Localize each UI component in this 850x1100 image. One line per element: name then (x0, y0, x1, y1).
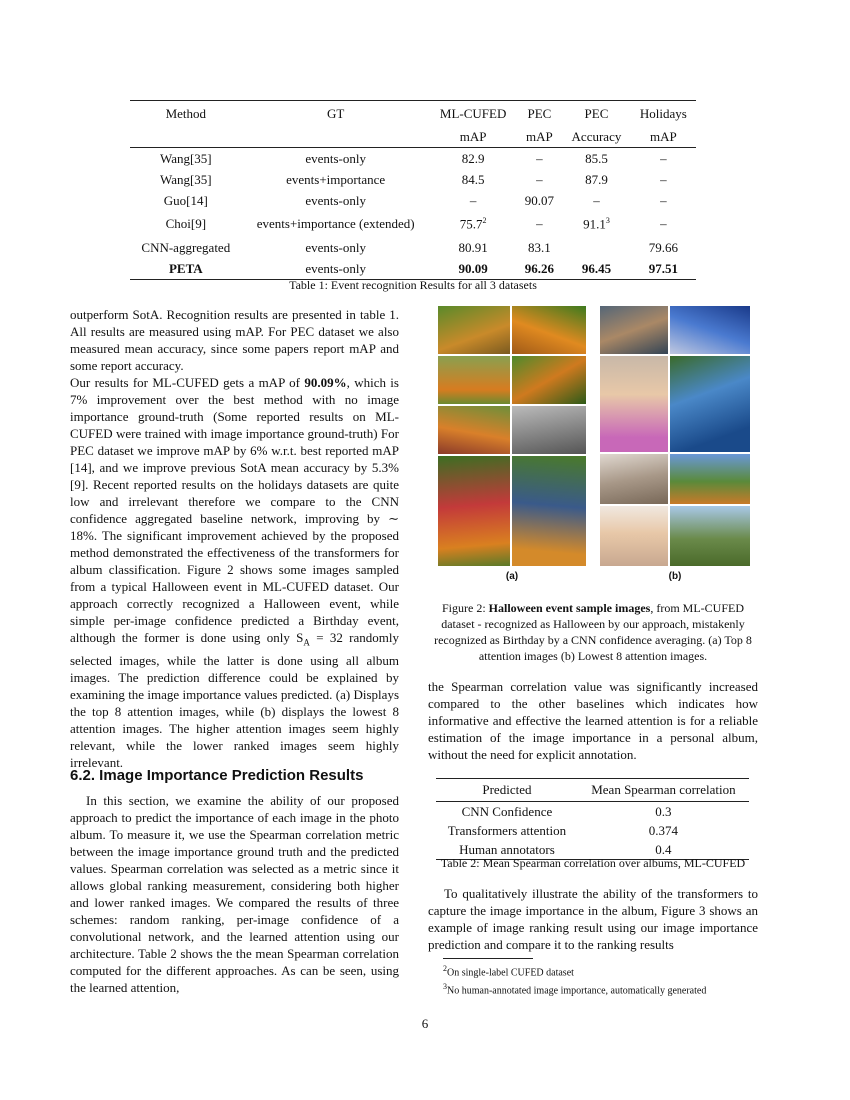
text-run: = 32 randomly selected images, while the latter is done using all album images. The prediction difference could be explained by examining the image importance values predicted. (a) Displays the top 8 attention images, while (b) displays the lowest 8 attention images. The higher attention images seem highly relevant, while the lower ranked images seem highly irrelevant. (70, 630, 400, 770)
table-cell (430, 211, 517, 237)
table-cell: 85.5 (562, 148, 630, 170)
table-row (436, 821, 749, 840)
t1-subheader: mAP (459, 129, 487, 144)
table-cell: 79.66 (648, 239, 678, 255)
table-cell: 96.45 (562, 258, 630, 280)
footnote-text: On single-label CUFED dataset (447, 967, 574, 979)
table-cell: – (469, 192, 477, 208)
table-cell: Transformers attention (447, 822, 567, 838)
paragraph: To qualitatively illustrate the ability of the transformers to capture the image importance in the album, Figure 3 shows an example of image ranking result using our image importance prediction and compare it to the ranking results (428, 886, 758, 952)
t1-header-pec2: PEC (562, 101, 630, 128)
paragraph: In this section, we examine the ability of our proposed approach to predict the importance of each image in the photo album. To measure it, we use the Spearman correlation metric between the image importance ground truth and the predicted values. Spearman correlation was selected as a metric since it allows global ranking measurement, considering both higher and lower ranked images. We compared the results of three schemes: random ranking, per-image confidence of a convolutional network, and the learned attention using our architecture. Table 2 shows the the mean Spearman correlation computed for the different approaches. As can be seen, using the learned attention, (70, 793, 399, 995)
t1-header-mlcufed: ML-CUFED (430, 101, 517, 128)
caption-bold: Halloween event sample images (488, 601, 651, 615)
figure-image (600, 356, 668, 452)
table-cell: 84.5 (461, 171, 485, 187)
footnote-2 (443, 962, 763, 980)
table-cell: events-only (242, 148, 430, 170)
figure-image (438, 306, 510, 354)
table-cell: Wang[35] (159, 171, 212, 187)
table-cell: Wang[35] (130, 148, 242, 170)
table-cell: – (631, 148, 696, 170)
figure-image (600, 454, 668, 504)
figure-2-label-b: (b) (668, 571, 682, 582)
t1-header-gt: GT (242, 101, 430, 128)
text-run: , which is 7% improvement over the best method with no image importance ground-truth (Some reported results on ML-CUFED were trained with image importance ground-truth) For PEC dataset we improve mAP by 6% w.r.t. best reported mAP [14], and we improve previous SotA mean accuracy by 5.3% [9]. Recent reported results on the holidays datasets are quite low and irrelevant therefore we compare to the CNN confidence aggregated baseline network, improving by ∼ 18%. The significant improvement achieved by the proposed method demonstrated the effectiveness of the transformers for album classification. Figure 2 shows some images sampled from a typical Halloween event in ML-CUFED dataset. Our approach correctly recognized a Halloween event, while simple per-image confidence predicted a Birthday event, although the former is done using only S (70, 375, 399, 645)
table-cell: 80.91 (458, 239, 488, 255)
table-cell: events-only (242, 258, 430, 280)
cell-value: 75.7 (459, 216, 483, 232)
footnote-rule (443, 958, 533, 959)
caption-text: , from ML-CUFED dataset - recognized as Halloween by our approach, mistakenly recognized as Birthday by a CNN confidence averaging. (a) Top 8 attention images (b) Lowest 8 attention images. (434, 601, 752, 663)
figure-image (438, 406, 510, 454)
table-cell: – (660, 216, 667, 231)
caption-prefix: Figure 2: (442, 601, 489, 615)
footnote-text: No human-annotated image importance, automatically generated (447, 985, 707, 997)
table-cell: events-only (305, 192, 366, 208)
footnotes (443, 962, 763, 999)
right-column-text-2 (428, 885, 758, 953)
table-row (130, 237, 696, 258)
left-column-text (70, 306, 399, 771)
figure-image (670, 306, 750, 354)
table-cell: – (536, 216, 543, 231)
t1-header-holidays: Holidays (631, 101, 696, 128)
footnote-mark: 2 (482, 215, 487, 225)
table-cell: – (536, 171, 543, 187)
table-cell: 90.07 (524, 192, 555, 208)
paragraph: the Spearman correlation value was significantly increased compared to the other baselines which indicates how informative and effective the learned attention is for a reliable estimation of the image importance in a personal album, without the need for explicit annotation. (428, 679, 758, 762)
figure-2-label-a: (a) (505, 571, 519, 582)
table-cell: 90.09 (430, 258, 517, 280)
paragraph: outperform SotA. Recognition results are presented in table 1. All results are measured using mAP. For PEC dataset we also measured mean accuracy, since some papers report mAP and some report accuracy. (70, 307, 399, 373)
table-2-caption: Table 2: Mean Spearman correlation over albums, ML-CUFED (440, 856, 746, 870)
table-row (130, 148, 696, 170)
t1-subheader: mAP (649, 129, 677, 144)
t1-header-method: Method (130, 101, 242, 128)
figure-image (512, 456, 586, 566)
footnote-mark: 3 (605, 215, 610, 225)
table-row (130, 169, 696, 190)
t1-subheader: Accuracy (571, 129, 622, 144)
table-1 (130, 100, 696, 280)
figure-image (600, 506, 668, 566)
table-cell: 96.26 (517, 258, 563, 280)
table-cell: 0.4 (578, 840, 749, 860)
t1-subheader: mAP (526, 129, 553, 144)
table-cell: events+importance (extended) (256, 216, 415, 231)
table-row (130, 190, 696, 211)
right-column-text (428, 678, 758, 763)
table-cell: 87.9 (585, 171, 608, 187)
t1-subheader (242, 127, 430, 148)
t1-subheader (130, 127, 242, 148)
section-heading: 6.2. Image Importance Prediction Results (70, 767, 364, 784)
table-cell: 0.374 (648, 822, 679, 838)
footnote-mark: 2 (443, 964, 447, 973)
figure-image (670, 454, 750, 504)
paragraph (70, 374, 399, 771)
table-cell: – (593, 192, 600, 208)
cell-value: 91.1 (583, 216, 606, 232)
text-run: Our results for ML-CUFED gets a mAP of (70, 375, 305, 390)
table-1-caption: Table 1: Event recognition Results for all 3 datasets (289, 278, 537, 292)
table-cell: 83.1 (528, 239, 551, 255)
table-cell: CNN Confidence (461, 803, 553, 819)
figure-image (512, 406, 586, 454)
figure-image (438, 356, 510, 404)
figure-2-caption (432, 600, 754, 664)
table-cell (562, 211, 630, 237)
table-2 (436, 778, 749, 860)
table-row (130, 211, 696, 237)
table-cell: 0.3 (655, 803, 672, 819)
table-cell (562, 237, 630, 258)
figure-image (670, 356, 750, 452)
table-cell: – (660, 192, 667, 208)
table-cell: CNN-aggregated (141, 239, 231, 255)
table-cell: Human annotators (436, 840, 578, 860)
table-cell: – (517, 148, 563, 170)
table-cell: 97.51 (631, 258, 696, 280)
table-cell: Choi[9] (165, 216, 207, 231)
t2-header: Predicted (436, 779, 578, 802)
table-row (436, 802, 749, 822)
table-row (130, 258, 696, 280)
bold-run: 90.09% (304, 375, 347, 390)
figure-2 (438, 306, 750, 566)
table-cell: – (660, 171, 667, 187)
footnote-3 (443, 980, 763, 998)
figure-image (512, 306, 586, 354)
table-cell: PETA (130, 258, 242, 280)
figure-image (438, 456, 510, 566)
table-cell: Guo[14] (163, 192, 208, 208)
footnote-mark: 3 (443, 982, 447, 992)
subscript: A (303, 637, 310, 648)
figure-image (670, 506, 750, 566)
page-number: 6 (421, 1016, 429, 1031)
table-cell: 82.9 (430, 148, 517, 170)
figure-image (512, 356, 586, 404)
table-cell: events+importance (286, 171, 386, 187)
left-column-text-2 (70, 792, 399, 996)
figure-image (600, 306, 668, 354)
t1-header-pec: PEC (517, 101, 563, 128)
table-cell: events-only (305, 239, 366, 255)
t2-header: Mean Spearman correlation (578, 779, 749, 802)
